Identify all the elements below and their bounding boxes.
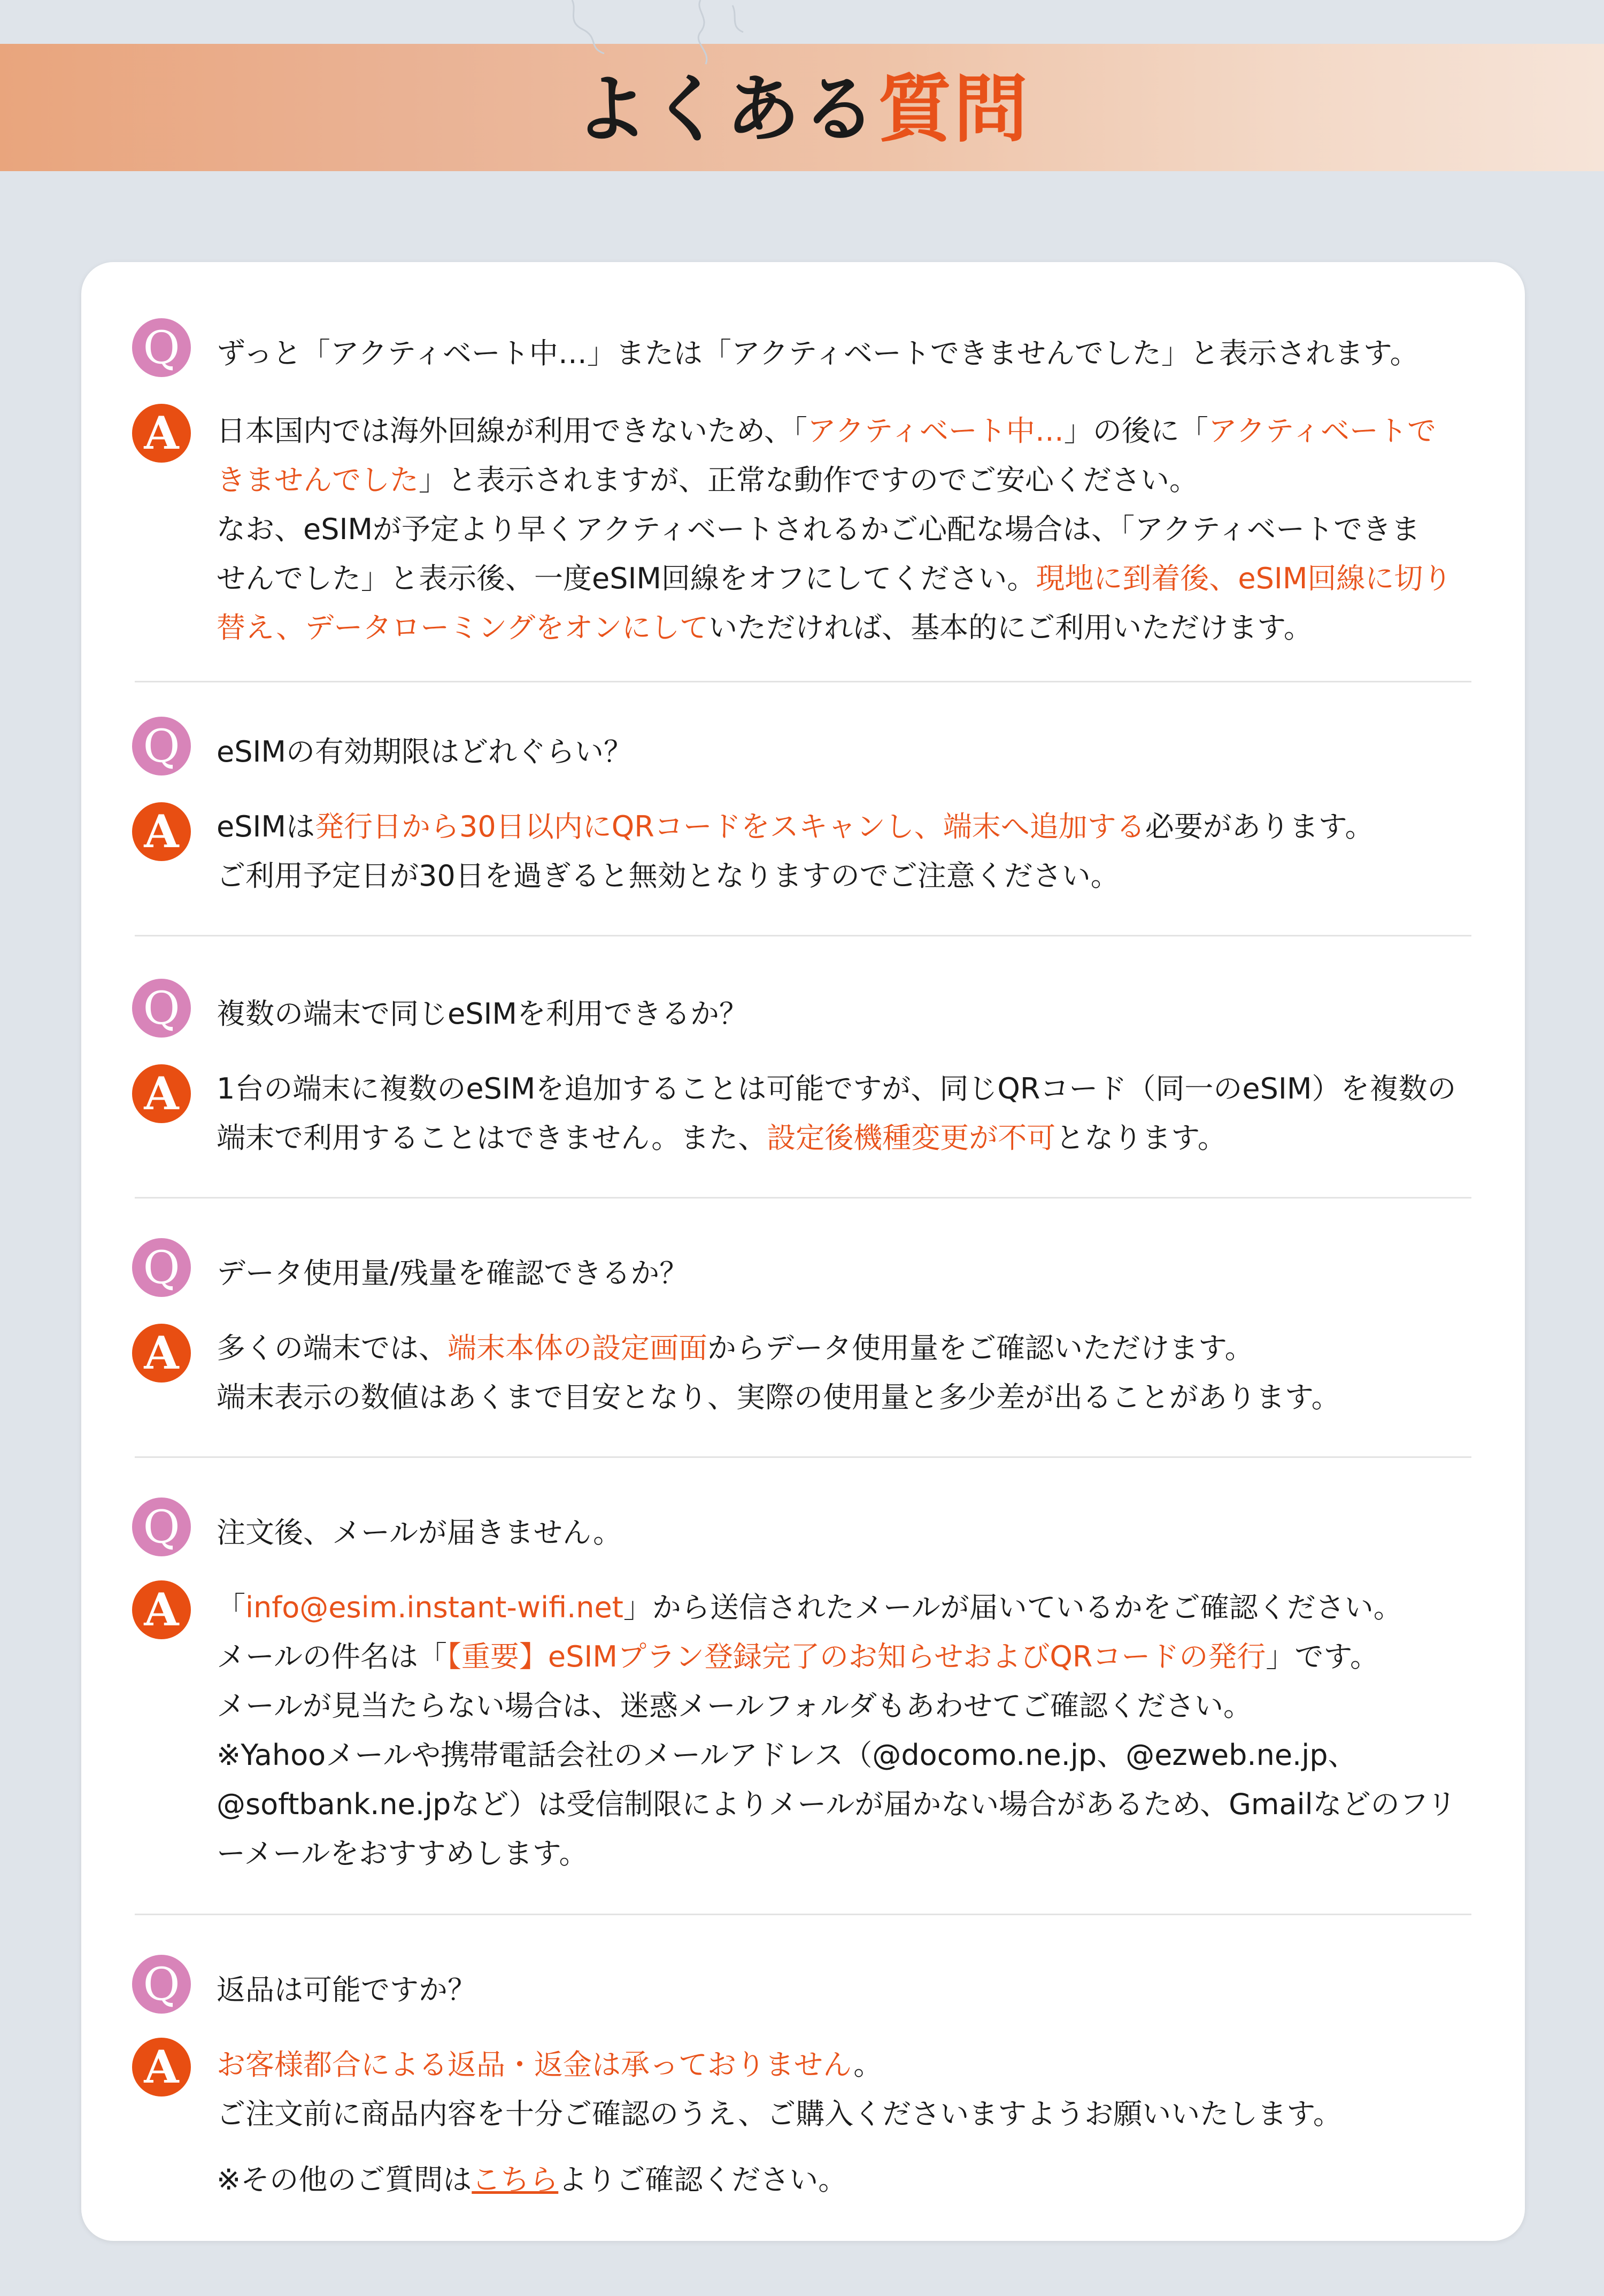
question-icon: Q [132, 979, 191, 1038]
answer-text: メールの件名は「 [217, 1640, 447, 1673]
answer-icon: A [132, 404, 191, 463]
question-icon: Q [132, 1238, 191, 1297]
answer-line: @softbank.ne.jpなど）は受信制限によりメールが届かない場合があるため、Gmailなどのフリ [217, 1787, 1456, 1821]
answer-line: ーメールをおすすめします。 [217, 1837, 588, 1870]
faq-answer-3 [217, 1064, 1500, 1163]
title-main: よくある [574, 66, 878, 152]
answer-highlight: きませんでした [217, 463, 419, 497]
answer-highlight: アクティベートで [1208, 414, 1436, 448]
faq-answer-4 [217, 1324, 1500, 1422]
answer-text: となります。 [1055, 1121, 1227, 1155]
answer-text: せんでした」と表示後、一度eSIM回線をオフにしてください。 [217, 562, 1036, 595]
divider [135, 1914, 1471, 1915]
email-address: info@esim.instant-wifi.net [245, 1591, 623, 1624]
question-icon: Q [132, 318, 191, 377]
answer-icon: A [132, 802, 191, 861]
answer-highlight: 【重要】eSIMプラン登録完了のお知らせおよびQRコードの発行 [446, 1640, 1266, 1673]
footer-note-text: よりご確認ください。 [558, 2163, 847, 2197]
answer-text: 必要があります。 [1145, 810, 1374, 843]
answer-line: ※Yahooメールや携帯電話会社のメールアドレス（@docomo.ne.jp、@ezweb.ne.jp、 [217, 1738, 1357, 1772]
answer-text: 」です。 [1266, 1640, 1379, 1673]
answer-highlight: 設定後機種変更が不可 [767, 1121, 1056, 1155]
divider [135, 1197, 1471, 1199]
footer-note [217, 2155, 1500, 2205]
title-accent: 質問 [878, 66, 1030, 152]
answer-line: なお、eSIMが予定より早くアクティベートされるかご心配な場合は、「アクティベートできま [217, 512, 1421, 546]
answer-text: 日本国内では海外回線が利用できないため、「 [217, 414, 807, 448]
faq-question-4: データ使用量/残量を確認できるか？ [217, 1256, 689, 1290]
answer-line [217, 456, 1500, 505]
answer-text: からデータ使用量をご確認いただけます。 [707, 1331, 1254, 1365]
answer-line: ご注文前に商品内容を十分ご確認のうえ、ご購入くださいますようお願いいたします。 [217, 2097, 1342, 2131]
answer-line [217, 554, 1500, 603]
answer-line [217, 2040, 1500, 2090]
answer-text: 「 [217, 1591, 245, 1624]
faq-question-2: eSIMの有効期限はどれぐらい？ [217, 735, 633, 769]
answer-highlight: 端末本体の設定画面 [448, 1331, 707, 1365]
answer-line: 1台の端末に複数のeSIMを追加することは可能ですが、同じQRコード（同一のeSIM）を複数の [217, 1072, 1456, 1105]
faq-card [81, 262, 1525, 2241]
faq-question-6: 返品は可能ですか？ [217, 1973, 476, 2007]
answer-line [217, 603, 1500, 652]
answer-icon: A [132, 1064, 191, 1123]
answer-line [217, 406, 1500, 456]
faq-question-1: ずっと「アクティベート中…」または「アクティベートできませんでした」と表示されます。 [217, 336, 1419, 370]
divider [135, 681, 1471, 682]
answer-highlight: 発行日から30日以内にQRコードをスキャンし、端末へ追加する [315, 810, 1145, 843]
answer-line [217, 802, 1500, 851]
answer-icon: A [132, 1580, 191, 1639]
answer-line: メールが見当たらない場合は、迷惑メールフォルダもあわせてご確認ください。 [217, 1689, 1252, 1723]
faq-answer-6 [217, 2040, 1500, 2139]
question-icon: Q [132, 1955, 191, 2014]
answer-highlight: 替え、データローミングをオンにして [217, 611, 709, 644]
answer-highlight: 現地に到着後、eSIM回線に切り [1036, 562, 1452, 595]
answer-text: 」から送信されたメールが届いているかをご確認ください。 [623, 1591, 1402, 1624]
answer-text: 端末で利用することはできません。また、 [217, 1121, 767, 1155]
answer-line [217, 1114, 1500, 1163]
answer-line: 端末表示の数値はあくまで目安となり、実際の使用量と多少差が出ることがあります。 [217, 1380, 1340, 1414]
answer-line [217, 1632, 1500, 1681]
footer-note-text: ※その他のご質問は [217, 2163, 472, 2197]
answer-text: 」の後に「 [1063, 414, 1208, 448]
answer-line [217, 1324, 1500, 1373]
question-icon: Q [132, 1498, 191, 1556]
faq-answer-5 [217, 1583, 1500, 1878]
answer-line [217, 1583, 1500, 1632]
faq-question-3: 複数の端末で同じeSIMを利用できるか？ [217, 997, 749, 1031]
answer-icon: A [132, 1324, 191, 1383]
answer-text: 多くの端末では、 [217, 1331, 448, 1365]
faq-answer-2 [217, 802, 1500, 901]
answer-line: ご利用予定日が30日を過ぎると無効となりますのでご注意ください。 [217, 859, 1120, 893]
answer-icon: A [132, 2038, 191, 2097]
answer-text: eSIMは [217, 810, 315, 843]
page-title [0, 53, 1604, 166]
question-icon: Q [132, 717, 191, 775]
divider [135, 935, 1471, 936]
answer-text: 。 [853, 2048, 883, 2082]
divider [135, 1456, 1471, 1458]
answer-text: いただければ、基本的にご利用いただけます。 [708, 611, 1313, 644]
faq-answer-1 [217, 406, 1500, 652]
answer-highlight: アクティベート中… [807, 414, 1064, 448]
answer-highlight: お客様都合による返品・返金は承っておりません [217, 2048, 854, 2082]
faq-question-5: 注文後、メールが届きません。 [217, 1516, 622, 1549]
other-questions-link[interactable]: こちら [472, 2163, 559, 2197]
answer-text: 」と表示されますが、正常な動作ですのでご安心ください。 [419, 463, 1198, 497]
